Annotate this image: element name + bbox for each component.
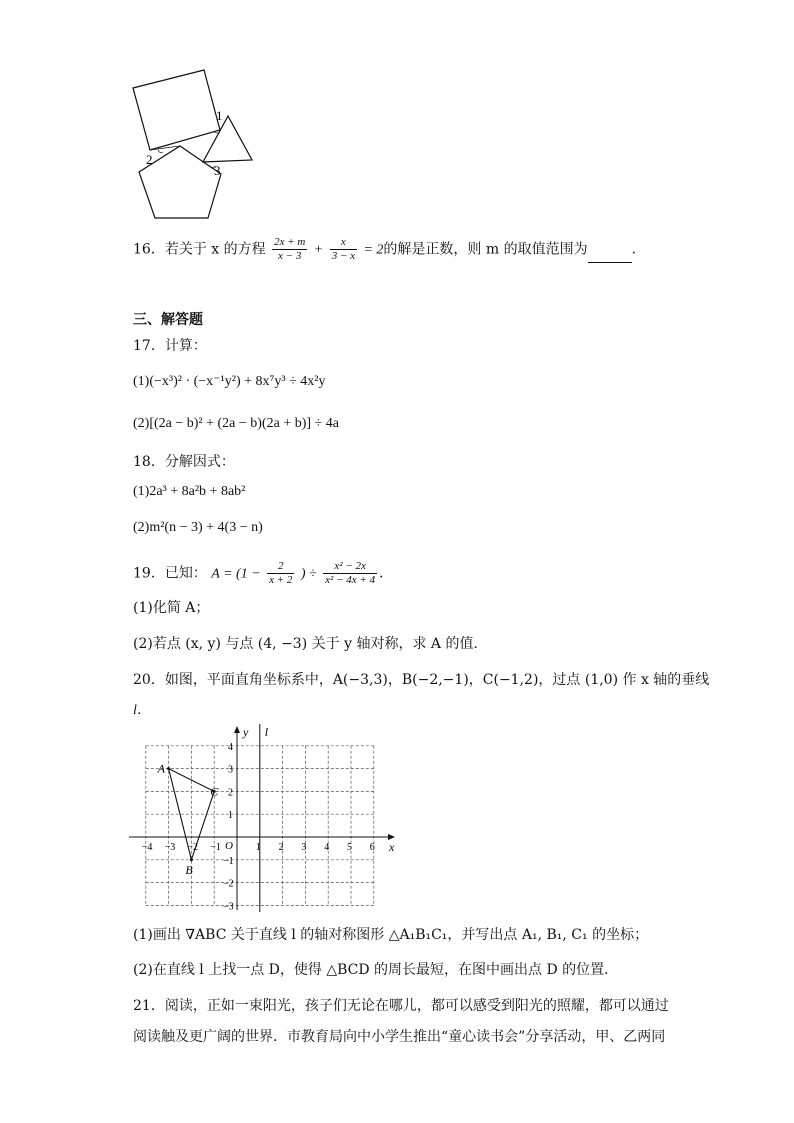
q19-end: ． bbox=[379, 565, 394, 582]
y-axis-arrow bbox=[234, 726, 240, 733]
frac-num: x bbox=[330, 236, 357, 250]
q18-stem: 18．分解因式： bbox=[133, 454, 235, 470]
answer-blank[interactable] bbox=[588, 248, 632, 263]
square-shape bbox=[133, 70, 220, 150]
q18-part-2: (2)m²(n − 3) + 4(3 − n) bbox=[133, 520, 263, 535]
q18-part-1: (1)2a³ + 8a²b + 8ab² bbox=[133, 484, 246, 499]
section-title: 三、解答题 bbox=[133, 312, 203, 328]
line-l-label: l bbox=[264, 725, 269, 739]
x-tick-label: 6 bbox=[369, 842, 375, 853]
q19-part-2: (2)若点 (x, y) 与点 (4, −3) 关于 y 轴对称，求 A 的值． bbox=[133, 636, 488, 652]
x-tick-label: 1 bbox=[255, 842, 261, 853]
q19-prefix: 19．已知： bbox=[133, 565, 207, 582]
q20-part-1: (1)画出 ∇ABC 关于直线 l 的轴对称图形 △A₁B₁C₁，并写出点 A₁, B₁, C₁ 的坐标； bbox=[133, 927, 649, 943]
coordinate-graph bbox=[125, 722, 400, 914]
q16-end: ． bbox=[631, 241, 646, 258]
y-tick-label: −1 bbox=[223, 855, 234, 867]
q19-a-eq: A = (1 − bbox=[211, 566, 261, 582]
x-tick-label: 3 bbox=[301, 842, 307, 853]
point-a bbox=[167, 767, 170, 770]
point-b bbox=[190, 858, 193, 861]
frac-num: x² − 2x bbox=[323, 560, 377, 574]
x-tick-label: 2 bbox=[278, 842, 284, 853]
question-16 bbox=[133, 236, 646, 263]
frac-den: x + 2 bbox=[269, 574, 293, 586]
angle-label-1: 1 bbox=[216, 108, 223, 123]
q16-suffix: 的解是正数，则 m 的取值范围为 bbox=[383, 241, 588, 258]
y-tick-label: 4 bbox=[228, 741, 233, 753]
q17-part-2: (2)[(2a − b)² + (2a − b)(2a + b)] ÷ 4a bbox=[133, 416, 339, 431]
y-tick-label: 2 bbox=[228, 787, 233, 799]
x-tick-label: −2 bbox=[187, 842, 199, 853]
point-label-a: A bbox=[157, 761, 165, 776]
triangle-shape bbox=[203, 116, 252, 162]
geometry-figure bbox=[125, 62, 265, 222]
y-tick-label: −3 bbox=[223, 901, 234, 913]
frac-den: 3 − x bbox=[331, 250, 355, 262]
x-tick-label: 4 bbox=[324, 842, 330, 853]
q16-rhs: = 2 bbox=[363, 242, 384, 258]
y-tick-label: 3 bbox=[228, 764, 233, 776]
frac-den: x − 3 bbox=[278, 250, 302, 262]
origin-label: O bbox=[225, 840, 233, 852]
frac-num: 2 bbox=[267, 560, 294, 574]
q19-part-1: (1)化简 A； bbox=[133, 600, 210, 616]
y-tick-label: 1 bbox=[228, 810, 233, 822]
question-19 bbox=[133, 560, 393, 587]
q19-div: ) ÷ bbox=[300, 566, 317, 582]
y-axis-label: y bbox=[243, 725, 249, 739]
angle-mark bbox=[158, 150, 163, 153]
x-tick-label: −1 bbox=[210, 842, 221, 853]
angle-label-3: 3 bbox=[214, 163, 221, 178]
y-tick-label: −2 bbox=[223, 878, 234, 890]
x-axis-label: x bbox=[389, 840, 395, 854]
q16-fraction-2 bbox=[330, 236, 357, 263]
angle-label-2: 2 bbox=[146, 152, 153, 167]
q17-stem: 17．计算： bbox=[133, 338, 207, 354]
point-label-b: B bbox=[185, 862, 193, 877]
frac-num: 2x + m bbox=[274, 236, 306, 248]
q19-fraction-1 bbox=[267, 560, 294, 587]
q17-part-1: (1)(−x³)² · (−x⁻¹y²) + 8x⁷y³ ÷ 4x²y bbox=[133, 374, 326, 389]
q20-part-2: (2)在直线 l 上找一点 D，使得 △BCD 的周长最短，在图中画出点 D 的位置． bbox=[133, 962, 619, 978]
q16-fraction-1 bbox=[272, 236, 307, 263]
frac-den: x² − 4x + 4 bbox=[325, 574, 376, 586]
x-tick-label: −3 bbox=[164, 842, 176, 853]
q21-line-2: 阅读触及更广阔的世界．市教育局向中小学生推出“童心读书会”分享活动，甲、乙两同 bbox=[133, 1029, 666, 1045]
q20-stem-line-2: l． bbox=[133, 703, 151, 718]
point-label-c: C bbox=[210, 784, 219, 799]
x-tick-label: −4 bbox=[141, 842, 153, 853]
q16-plus: + bbox=[313, 242, 324, 258]
q19-fraction-2 bbox=[323, 560, 377, 587]
angle-mark bbox=[214, 132, 220, 133]
x-tick-label: 5 bbox=[347, 842, 352, 853]
q21-line-1: 21．阅读，正如一束阳光，孩子们无论在哪儿，都可以感受到阳光的照耀，都可以通过 bbox=[133, 998, 669, 1014]
q20-stem-line-1: 20．如图，平面直角坐标系中，A(−3,3)，B(−2,−1)，C(−1,2)，过点 (1,0) 作 x 轴的垂线 bbox=[133, 672, 710, 688]
q16-prefix: 16．若关于 x 的方程 bbox=[133, 241, 266, 258]
